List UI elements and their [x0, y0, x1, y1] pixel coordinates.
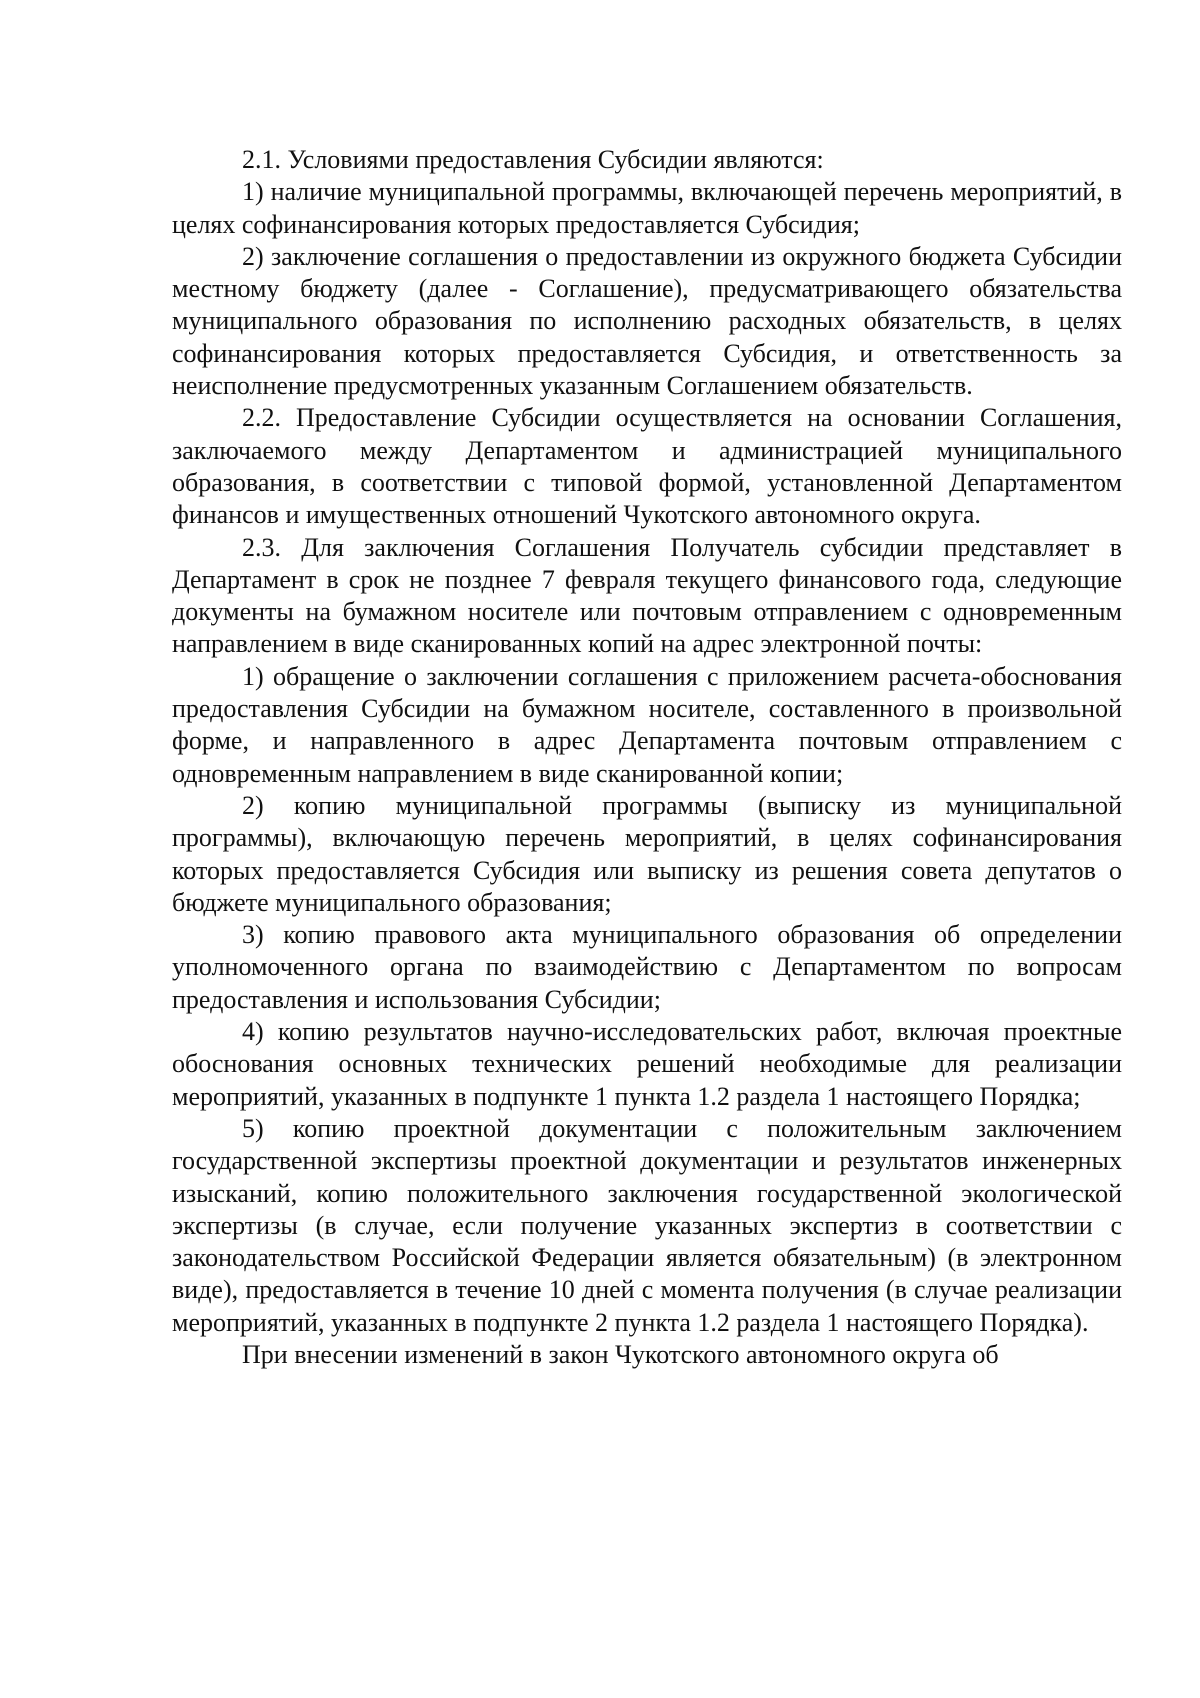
paragraph-2-2: 2.2. Предоставление Субсидии осуществляется на основании Соглашения, заключаемого между Департаментом и администрацией муниципального образования, в соответствии с типовой формой, установленной Департаментом финансов и имущественных отношений Чукотского автономного округа. [172, 403, 1122, 530]
paragraph-2-1-item-2: 2) заключение соглашения о предоставлении из окружного бюджета Субсидии местному бюджету (далее - Соглашение), предусматривающего обязательства муниципального образования по исполнению расходных обязательств, в целях софинансирования которых предоставляется Субсидия, и ответственность за неисполнение предусмотренных указанным Соглашением обязательств. [172, 241, 1122, 401]
paragraph-2-3-item-1: 1) обращение о заключении соглашения с приложением расчета-обоснования предоставления Субсидии на бумажном носителе, составленного в произвольной форме, и направленного в адрес Департамента почтовым отправлением с одновременным направлением в виде сканированной копии; [172, 661, 1122, 788]
paragraph-2-3-item-5: 5) копию проектной документации с положительным заключением государственной экспертизы проектной документации и результатов инженерных изысканий, копию положительного заключения государственной экологической экспертизы (в случае, если получение указанных экспертиз в соответствии с законодательством Российской Федерации является обязательным) (в электронном виде), предоставляется в течение 10 дней с момента получения (в случае реализации мероприятий, указанных в подпункте 2 пункта 1.2 раздела 1 настоящего Порядка). [172, 1113, 1122, 1337]
paragraph-2-3-item-4: 4) копию результатов научно-исследовательских работ, включая проектные обоснования основных технических решений необходимые для реализации мероприятий, указанных в подпункте 1 пункта 1.2 раздела 1 настоящего Порядка; [172, 1017, 1122, 1111]
paragraph-2-1-heading: 2.1. Условиями предоставления Субсидии являются: [242, 145, 824, 174]
paragraph-amendments: При внесении изменений в закон Чукотского автономного округа об [242, 1339, 999, 1369]
paragraph-2-3-item-2: 2) копию муниципальной программы (выписку из муниципальной программы), включающую перечень мероприятий, в целях софинансирования которых предоставляется Субсидия или выписку из решения совета депутатов о бюджете муниципального образования; [172, 790, 1122, 917]
document-body [172, 144, 1122, 1371]
paragraph-2-3-item-3: 3) копию правового акта муниципального образования об определении уполномоченного органа по взаимодействию с Департаментом по вопросам предоставления и использования Субсидии; [172, 920, 1122, 1014]
paragraph-2-3: 2.3. Для заключения Соглашения Получатель субсидии представляет в Департамент в срок не позднее 7 февраля текущего финансового года, следующие документы на бумажном носителе или почтовым отправлением с одновременным направлением в виде сканированных копий на адрес электронной почты: [172, 532, 1122, 659]
paragraph-2-1-item-1: 1) наличие муниципальной программы, включающей перечень мероприятий, в целях софинансирования которых предоставляется Субсидия; [172, 177, 1122, 239]
